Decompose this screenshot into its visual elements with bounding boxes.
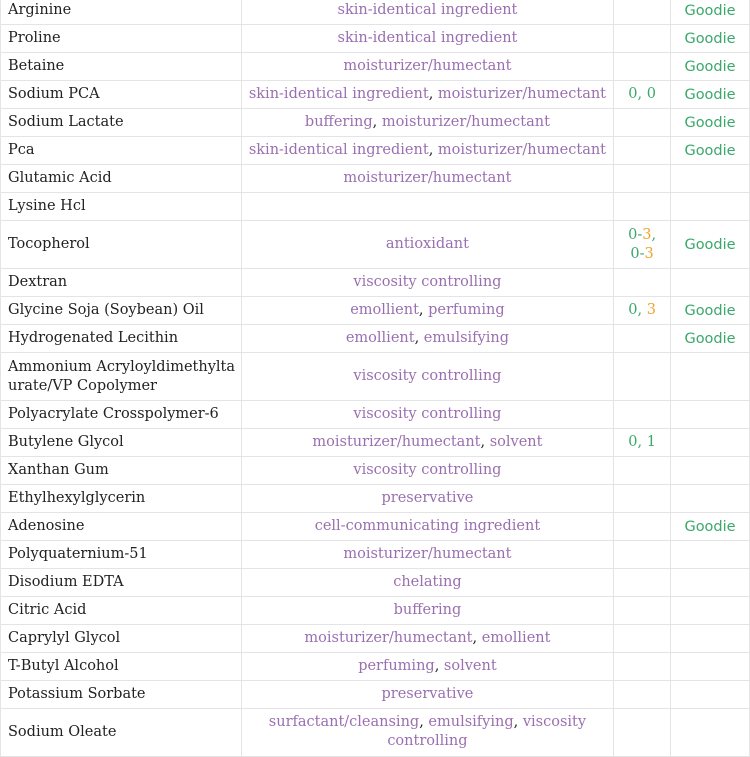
ingredient-functions (241, 541, 613, 569)
ingredient-name-line: Ammonium Acryloyldimethylta (8, 358, 236, 375)
ingredient-functions: emollient, emulsifying (241, 325, 613, 353)
ingredient-name[interactable]: Polyacrylate Crosspolymer-6 (1, 401, 242, 429)
goodie-badge: Goodie (671, 109, 750, 137)
function-link[interactable]: buffering (393, 602, 462, 618)
ingredient-functions: surfactant/cleansing, emulsifying, viscosity controlling (241, 709, 613, 757)
ingredient-name[interactable]: Potassium Sorbate (1, 681, 242, 709)
goodie-badge: Goodie (671, 81, 750, 109)
function-link[interactable]: antioxidant (385, 236, 469, 252)
function-link[interactable]: moisturizer/humectant (381, 114, 550, 130)
function-link[interactable]: moisturizer/humectant (437, 86, 607, 102)
ingredient-row (1, 485, 750, 513)
ingredient-name[interactable]: Butylene Glycol (1, 429, 242, 457)
function-link[interactable]: viscosity controlling (387, 714, 587, 749)
goodie-badge: Goodie (671, 0, 750, 25)
ingredient-row (1, 137, 750, 165)
ingredient-functions: skin-identical ingredient, moisturizer/humectant (241, 81, 613, 109)
goodie-badge (671, 653, 750, 681)
ingredient-row (1, 109, 750, 137)
ingredient-name[interactable]: Dextran (1, 269, 242, 297)
ingredient-name[interactable]: Ethylhexylglycerin (1, 485, 242, 513)
function-link[interactable]: viscosity controlling (353, 368, 502, 384)
ingredient-row (1, 0, 750, 25)
goodie-badge (671, 429, 750, 457)
goodie-badge (671, 681, 750, 709)
ingredient-name[interactable]: Citric Acid (1, 597, 242, 625)
ingredient-row (1, 297, 750, 325)
ingredient-name[interactable] (1, 353, 242, 401)
irritancy-comedogenicity-rating (614, 569, 671, 597)
ingredient-name[interactable]: Proline (1, 25, 242, 53)
ingredient-name-line: urate/VP Copolymer (8, 377, 157, 394)
ingredient-row (1, 25, 750, 53)
rating-value: 0 (628, 86, 638, 102)
ingredient-functions (241, 221, 613, 269)
ingredient-name[interactable]: Glutamic Acid (1, 165, 242, 193)
rating-value: 0 (646, 86, 656, 102)
function-link[interactable]: chelating (393, 574, 462, 590)
function-link[interactable]: viscosity controlling (353, 406, 502, 422)
ingredient-row (1, 193, 750, 221)
goodie-badge (671, 457, 750, 485)
irritancy-comedogenicity-rating (614, 53, 671, 81)
goodie-badge: Goodie (671, 325, 750, 353)
goodie-badge (671, 269, 750, 297)
ingredient-name[interactable]: Disodium EDTA (1, 569, 242, 597)
ingredient-row (1, 569, 750, 597)
ingredient-row (1, 353, 750, 401)
ingredient-row (1, 401, 750, 429)
function-link[interactable]: preservative (381, 686, 474, 702)
ingredient-row (1, 597, 750, 625)
ingredient-name[interactable]: Adenosine (1, 513, 242, 541)
ingredient-name[interactable]: Hydrogenated Lecithin (1, 325, 242, 353)
rating-value: 3 (646, 302, 656, 318)
function-link[interactable]: preservative (381, 490, 474, 506)
goodie-badge (671, 597, 750, 625)
goodie-badge: Goodie (671, 221, 750, 269)
function-link[interactable]: surfactant/cleansing (268, 714, 420, 730)
ingredient-row (1, 681, 750, 709)
ingredient-row (1, 221, 750, 269)
function-link[interactable]: perfuming (428, 302, 505, 318)
ingredient-functions (241, 193, 613, 221)
rating-value: 0-3 (630, 245, 654, 262)
function-link[interactable]: viscosity controlling (353, 462, 502, 478)
irritancy-comedogenicity-rating (614, 625, 671, 653)
irritancy-comedogenicity-rating (614, 137, 671, 165)
function-link[interactable]: moisturizer/humectant (312, 434, 481, 450)
ingredient-row (1, 653, 750, 681)
ingredient-functions: moisturizer/humectant, emollient (241, 625, 613, 653)
goodie-badge (671, 401, 750, 429)
ingredient-functions (241, 569, 613, 597)
ingredient-functions (241, 0, 613, 25)
ingredient-functions: perfuming, solvent (241, 653, 613, 681)
goodie-badge (671, 541, 750, 569)
irritancy-comedogenicity-rating: 0, 3 (614, 297, 671, 325)
goodie-badge (671, 569, 750, 597)
function-link[interactable]: emollient (345, 330, 415, 346)
function-link[interactable]: moisturizer/humectant (437, 142, 607, 158)
ingredient-functions (241, 25, 613, 53)
function-link[interactable]: moisturizer/humectant (343, 58, 512, 74)
irritancy-comedogenicity-rating (614, 597, 671, 625)
ingredient-name[interactable]: Sodium Oleate (1, 709, 242, 757)
ingredients-table-body (1, 0, 750, 757)
ingredient-row (1, 325, 750, 353)
ingredient-row (1, 165, 750, 193)
ingredient-functions (241, 353, 613, 401)
rating-value: 0-3 (628, 226, 652, 243)
ingredient-row (1, 457, 750, 485)
ingredient-name[interactable]: Pca (1, 137, 242, 165)
function-link[interactable]: moisturizer/humectant (343, 170, 512, 186)
function-link[interactable]: emulsifying (428, 714, 514, 730)
irritancy-comedogenicity-rating (614, 0, 671, 25)
ingredient-name[interactable]: T-Butyl Alcohol (1, 653, 242, 681)
ingredient-name[interactable]: Sodium Lactate (1, 109, 242, 137)
irritancy-comedogenicity-rating (614, 353, 671, 401)
ingredient-row (1, 709, 750, 757)
irritancy-comedogenicity-rating: 0, 0 (614, 81, 671, 109)
irritancy-comedogenicity-rating (614, 109, 671, 137)
function-link[interactable]: buffering (304, 114, 373, 130)
ingredient-functions (241, 597, 613, 625)
ingredient-name[interactable]: Sodium PCA (1, 81, 242, 109)
irritancy-comedogenicity-rating (614, 25, 671, 53)
ingredient-name[interactable]: Arginine (1, 0, 242, 25)
ingredient-functions: moisturizer/humectant, solvent (241, 429, 613, 457)
irritancy-comedogenicity-rating (614, 401, 671, 429)
irritancy-comedogenicity-rating (614, 653, 671, 681)
ingredient-name[interactable]: Lysine Hcl (1, 193, 242, 221)
function-link[interactable]: solvent (489, 434, 543, 450)
irritancy-comedogenicity-rating (614, 709, 671, 757)
ingredient-name[interactable]: Xanthan Gum (1, 457, 242, 485)
ingredient-name[interactable]: Betaine (1, 53, 242, 81)
goodie-badge: Goodie (671, 297, 750, 325)
irritancy-comedogenicity-rating (614, 681, 671, 709)
ingredient-name[interactable]: Polyquaternium-51 (1, 541, 242, 569)
function-link[interactable]: skin-identical ingredient (337, 2, 518, 18)
goodie-badge (671, 353, 750, 401)
ingredient-row (1, 513, 750, 541)
ingredient-row (1, 429, 750, 457)
function-link[interactable]: viscosity controlling (353, 274, 502, 290)
ingredient-functions (241, 269, 613, 297)
function-link[interactable]: moisturizer/humectant (304, 630, 473, 646)
function-link[interactable]: emulsifying (423, 330, 509, 346)
ingredient-functions (241, 165, 613, 193)
function-link[interactable]: emollient (481, 630, 551, 646)
function-link[interactable]: skin-identical ingredient (248, 86, 429, 102)
irritancy-comedogenicity-rating (614, 457, 671, 485)
ingredient-name[interactable]: Tocopherol (1, 221, 242, 269)
goodie-badge (671, 165, 750, 193)
irritancy-comedogenicity-rating (614, 269, 671, 297)
function-link[interactable]: skin-identical ingredient (248, 142, 429, 158)
ingredient-row (1, 53, 750, 81)
ingredient-functions (241, 681, 613, 709)
function-link[interactable]: moisturizer/humectant (343, 546, 512, 562)
rating-value: 1 (646, 434, 656, 450)
irritancy-comedogenicity-rating: 0, 1 (614, 429, 671, 457)
irritancy-comedogenicity-rating: 0-3, 0-3 (614, 221, 671, 269)
ingredient-name[interactable]: Caprylyl Glycol (1, 625, 242, 653)
goodie-badge (671, 709, 750, 757)
ingredient-name[interactable]: Glycine Soja (Soybean) Oil (1, 297, 242, 325)
ingredient-functions (241, 513, 613, 541)
function-link[interactable]: perfuming (358, 658, 435, 674)
ingredient-functions: emollient, perfuming (241, 297, 613, 325)
ingredient-functions (241, 457, 613, 485)
goodie-badge: Goodie (671, 137, 750, 165)
ingredient-row (1, 625, 750, 653)
goodie-badge: Goodie (671, 25, 750, 53)
ingredient-functions (241, 401, 613, 429)
goodie-badge: Goodie (671, 53, 750, 81)
ingredient-functions: buffering, moisturizer/humectant (241, 109, 613, 137)
function-link[interactable]: emollient (350, 302, 419, 318)
irritancy-comedogenicity-rating (614, 485, 671, 513)
ingredient-row (1, 541, 750, 569)
goodie-badge (671, 485, 750, 513)
ingredient-functions (241, 53, 613, 81)
irritancy-comedogenicity-rating (614, 513, 671, 541)
function-link[interactable]: skin-identical ingredient (337, 30, 518, 46)
irritancy-comedogenicity-rating (614, 193, 671, 221)
rating-value: 0 (628, 302, 638, 318)
rating-value: 0 (628, 434, 638, 450)
ingredient-functions (241, 485, 613, 513)
function-link[interactable]: cell-communicating ingredient (314, 518, 541, 534)
ingredient-row (1, 269, 750, 297)
irritancy-comedogenicity-rating (614, 541, 671, 569)
ingredient-functions: skin-identical ingredient, moisturizer/humectant (241, 137, 613, 165)
goodie-badge: Goodie (671, 513, 750, 541)
goodie-badge (671, 193, 750, 221)
irritancy-comedogenicity-rating (614, 325, 671, 353)
goodie-badge (671, 625, 750, 653)
ingredient-row (1, 81, 750, 109)
function-link[interactable]: solvent (443, 658, 497, 674)
irritancy-comedogenicity-rating (614, 165, 671, 193)
